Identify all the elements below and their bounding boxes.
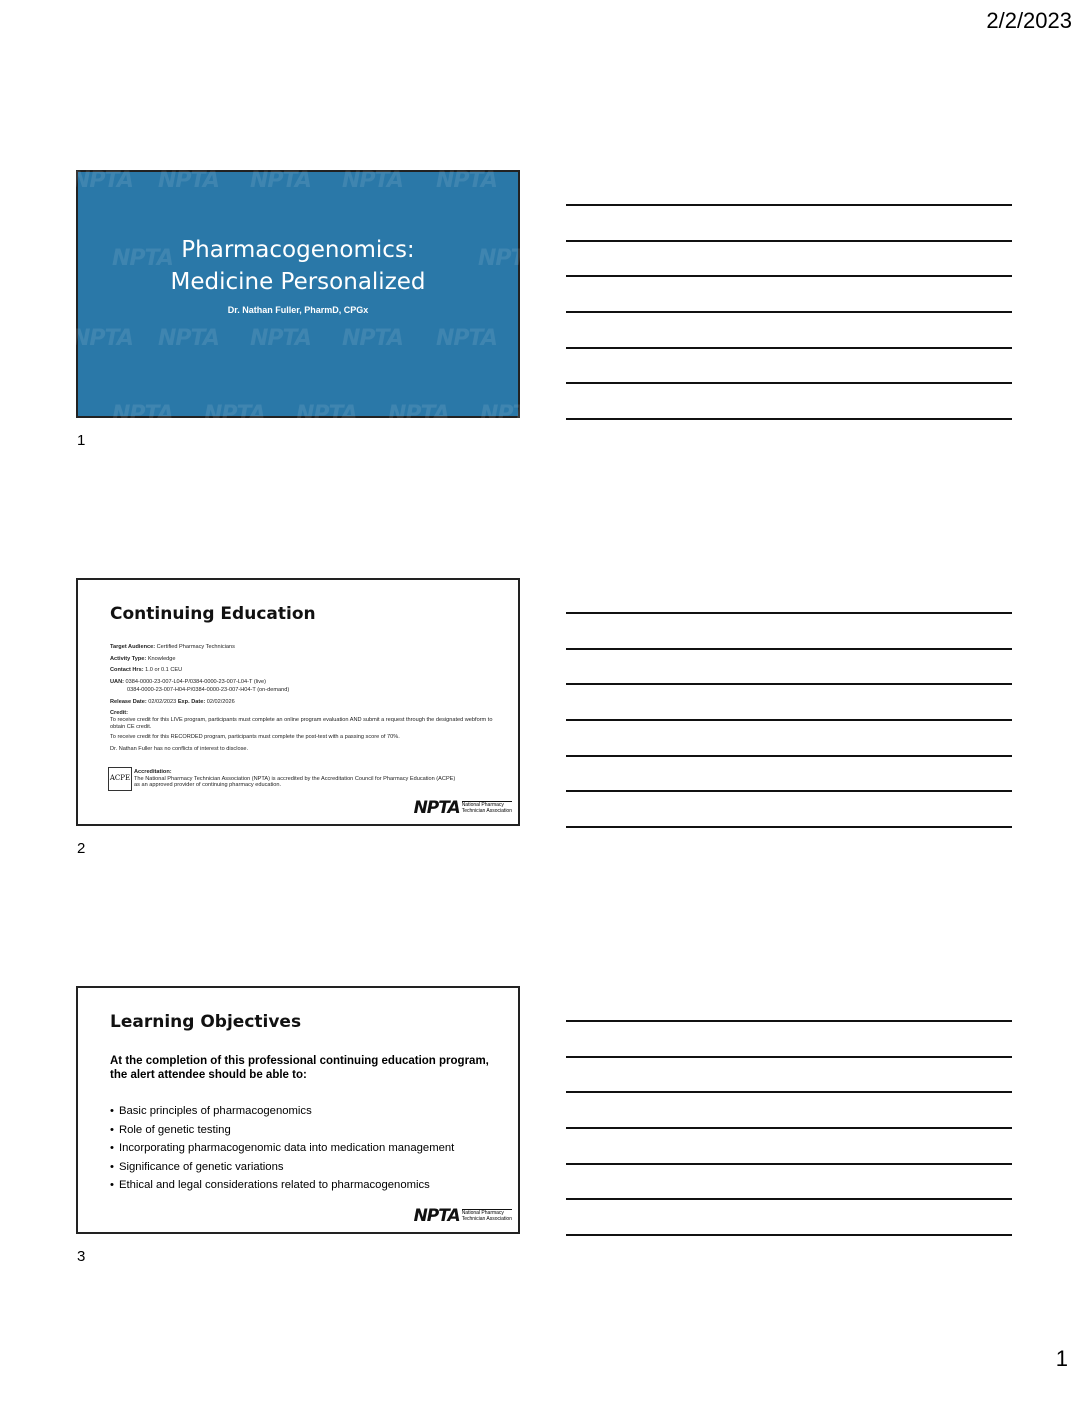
note-line bbox=[566, 612, 1012, 614]
watermark: NPTA bbox=[112, 402, 173, 427]
page-number: 1 bbox=[1055, 1346, 1068, 1371]
watermark: NPTA bbox=[72, 326, 133, 351]
slide-1-thumbnail bbox=[72, 168, 541, 427]
watermark: NPTA bbox=[342, 168, 403, 193]
npta-tagline-line-2: Technician Association bbox=[461, 1216, 512, 1222]
watermark: NPTA bbox=[72, 168, 133, 193]
slide-title: Continuing Education bbox=[110, 604, 316, 624]
watermark: NPTA bbox=[112, 246, 173, 271]
ce-details bbox=[110, 644, 498, 757]
accreditation-text: The National Pharmacy Technician Association (NPTA) is accredited by the Accreditation Council for Pharmacy Education (ACPE) as an approved provider of continuing pharmacy education. bbox=[134, 775, 456, 788]
slide-title-line-1: Pharmacogenomics: bbox=[181, 237, 415, 263]
contact-value: 1.0 or 0.1 CEU bbox=[145, 667, 183, 673]
handout-date: 2/2/2023 bbox=[986, 8, 1072, 33]
accreditation-label: Accreditation: bbox=[134, 769, 172, 775]
objectives-list bbox=[110, 1102, 454, 1195]
target-label: Target Audience: bbox=[110, 644, 156, 650]
list-item: • Basic principles of pharmacogenomics bbox=[110, 1102, 454, 1121]
npta-tagline-line-1: National Pharmacy bbox=[461, 1210, 504, 1217]
npta-tagline-line-1: National Pharmacy bbox=[461, 802, 504, 809]
target-value: Certified Pharmacy Technicians bbox=[156, 644, 235, 650]
contact-label: Contact Hrs: bbox=[110, 667, 144, 673]
note-line bbox=[566, 382, 1012, 384]
note-line bbox=[566, 1020, 1012, 1022]
objectives-intro: At the completion of this professional continuing education program, the alert attendee should be able to: bbox=[110, 1055, 489, 1081]
notes-lines bbox=[566, 612, 1012, 862]
exp-value: 02/02/2026 bbox=[206, 698, 235, 705]
slide-title bbox=[78, 234, 518, 298]
npta-logo bbox=[414, 1206, 512, 1226]
slide-author: Dr. Nathan Fuller, PharmD, CPGx bbox=[227, 305, 369, 315]
note-line bbox=[566, 790, 1012, 792]
watermark: NPTA bbox=[480, 402, 541, 427]
note-line bbox=[566, 755, 1012, 757]
note-line bbox=[566, 1163, 1012, 1165]
list-item: • Significance of genetic variations bbox=[110, 1158, 454, 1177]
npta-wordmark: NPTA bbox=[413, 1206, 460, 1226]
note-line bbox=[566, 1198, 1012, 1200]
note-line bbox=[566, 1234, 1012, 1236]
watermark: NPTA bbox=[158, 326, 219, 351]
accreditation-block bbox=[134, 769, 458, 789]
slide-title: Learning Objectives bbox=[110, 1012, 302, 1032]
notes-lines bbox=[566, 204, 1012, 454]
npta-tagline-line-2: Technician Association bbox=[461, 808, 512, 814]
slide-title-line-2: Medicine Personalized bbox=[170, 269, 426, 295]
credit-live-text: To receive credit for this LIVE program, participants must complete an online program evaluation AND submit a request through the designated webform to obtain CE credit. bbox=[110, 717, 493, 730]
note-line bbox=[566, 648, 1012, 650]
note-line bbox=[566, 240, 1012, 242]
watermark: NPTA bbox=[158, 168, 219, 193]
watermark: NPTA bbox=[250, 326, 311, 351]
note-line bbox=[566, 1091, 1012, 1093]
acpe-logo bbox=[108, 767, 132, 791]
activity-value: Knowledge bbox=[147, 655, 176, 662]
list-item: • Role of genetic testing bbox=[110, 1121, 454, 1140]
note-line bbox=[566, 311, 1012, 313]
conflicts-text: Dr. Nathan Fuller has no conflicts of interest to disclose. bbox=[110, 745, 249, 752]
release-value: 02/02/2023 bbox=[148, 698, 177, 705]
credit-label: Credit: bbox=[110, 710, 129, 716]
watermark: NPTA bbox=[436, 168, 497, 193]
exp-label: Exp. Date: bbox=[177, 698, 206, 705]
slide-3-thumbnail bbox=[76, 986, 520, 1234]
note-line bbox=[566, 1056, 1012, 1058]
slide-2-thumbnail bbox=[76, 578, 520, 826]
note-line bbox=[566, 719, 1012, 721]
list-item: • Incorporating pharmacogenomic data into medication management bbox=[110, 1139, 454, 1158]
watermark: NPTA bbox=[436, 326, 497, 351]
npta-tagline bbox=[462, 801, 512, 814]
watermark: NPTA bbox=[388, 402, 449, 427]
uan-label: UAN: bbox=[110, 678, 124, 685]
slide-number: 1 bbox=[77, 432, 86, 449]
watermark: NPTA bbox=[250, 168, 311, 193]
npta-logo bbox=[414, 798, 512, 818]
uan-value: 0384-0000-23-007-L04-P/0384-0000-23-007-L04-T (live) bbox=[125, 678, 266, 685]
release-label: Release Date: bbox=[110, 698, 147, 705]
watermark: NPTA bbox=[296, 402, 357, 427]
notes-lines bbox=[566, 1020, 1012, 1270]
note-line bbox=[566, 275, 1012, 277]
note-line bbox=[566, 418, 1012, 420]
note-line bbox=[566, 683, 1012, 685]
uan-value-2: 0384-0000-23-007-H04-P/0384-0000-23-007-H04-T (on-demand) bbox=[127, 687, 290, 693]
watermark: NPTA bbox=[204, 402, 265, 427]
npta-wordmark: NPTA bbox=[413, 798, 460, 818]
npta-tagline bbox=[462, 1209, 512, 1222]
activity-label: Activity Type: bbox=[110, 655, 147, 662]
note-line bbox=[566, 347, 1012, 349]
acpe-logo-text: ACPE bbox=[109, 774, 131, 782]
watermark: NPTA bbox=[478, 246, 539, 271]
slide-number: 2 bbox=[77, 840, 86, 857]
credit-recorded-text: To receive credit for this RECORDED program, participants must complete the post-test with a passing score of 70%. bbox=[110, 734, 400, 740]
slide-number: 3 bbox=[77, 1248, 86, 1265]
list-item: • Ethical and legal considerations related to pharmacogenomics bbox=[110, 1176, 454, 1195]
note-line bbox=[566, 204, 1012, 206]
note-line bbox=[566, 826, 1012, 828]
note-line bbox=[566, 1127, 1012, 1129]
watermark: NPTA bbox=[342, 326, 403, 351]
